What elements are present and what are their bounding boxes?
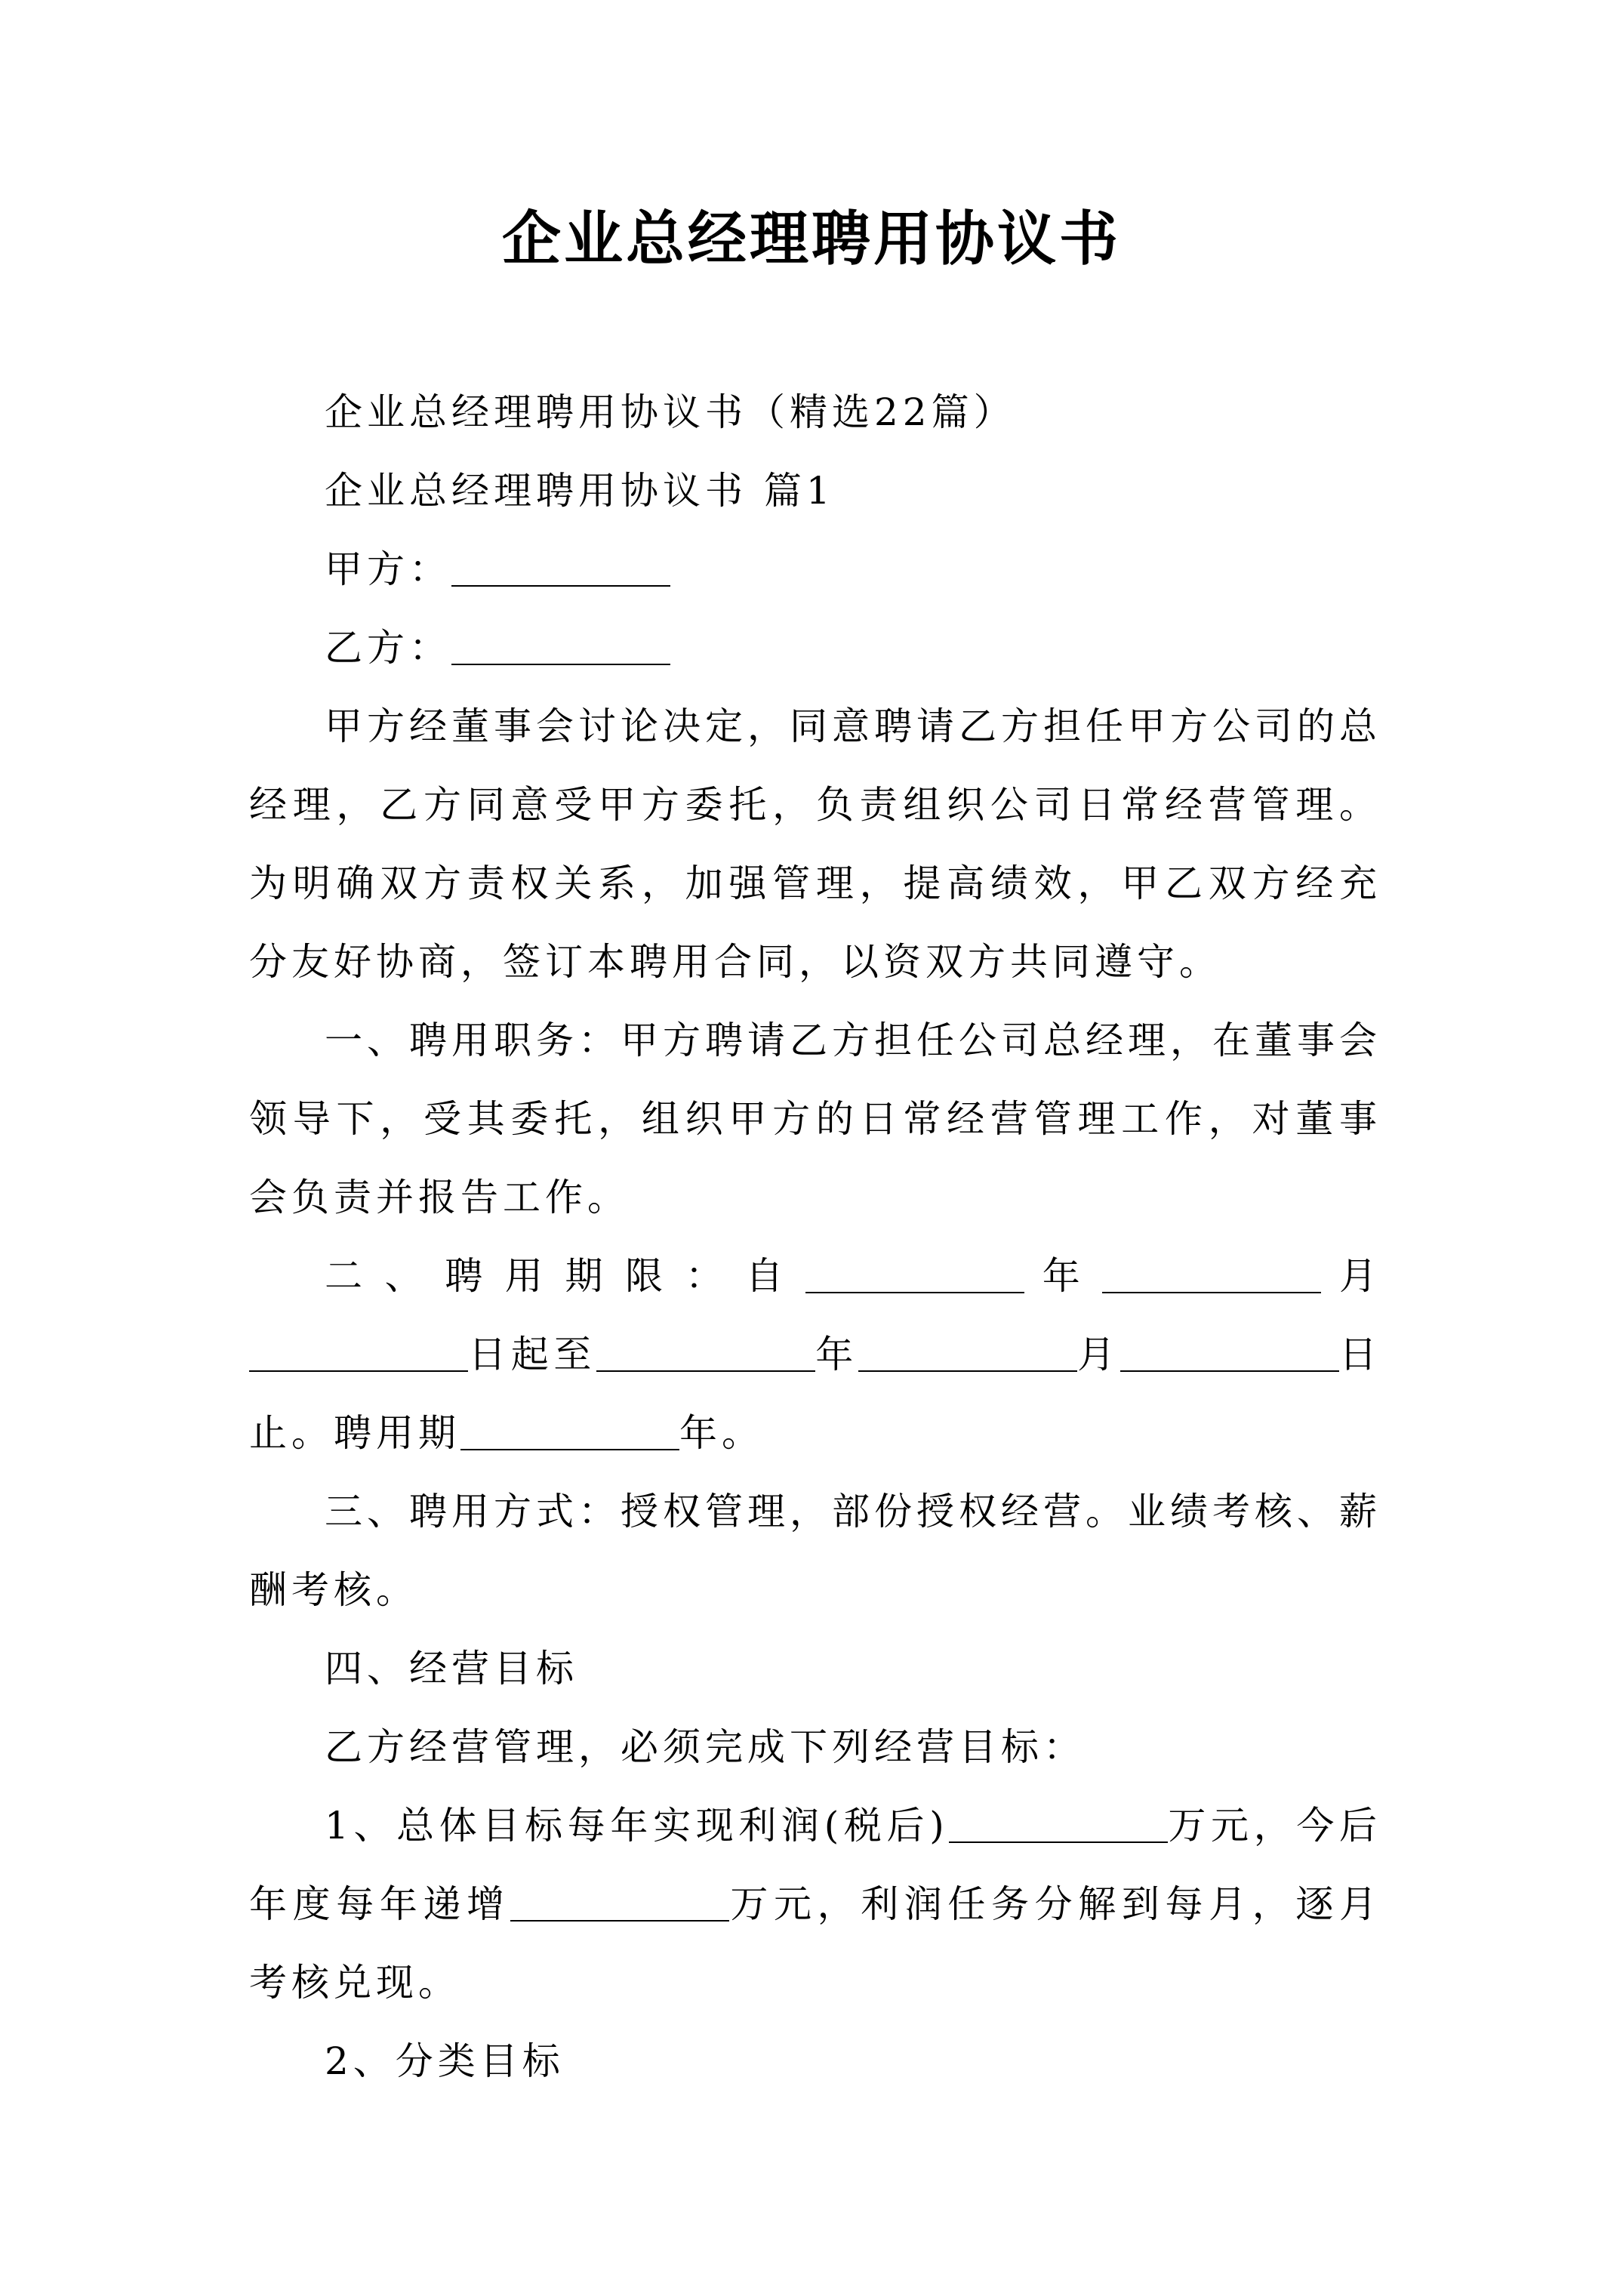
start-month-blank [1102, 1254, 1321, 1293]
clause-2-year2: 年 [815, 1333, 858, 1376]
clause-2-year1: 年 [1024, 1254, 1103, 1298]
end-month-blank [858, 1333, 1077, 1372]
clause-2-day-from: 日起至 [468, 1333, 596, 1376]
clause-2-month2: 月 [1076, 1333, 1120, 1376]
clause-2-prefix: 二、聘用期限：自 [325, 1254, 806, 1298]
clause-3: 三、聘用方式：授权管理，部份授权经营。业绩考核、薪酬考核。 [249, 1490, 1381, 1612]
start-day-blank [249, 1333, 468, 1372]
profit-blank [949, 1804, 1168, 1843]
clause-2-month1: 月 [1321, 1254, 1382, 1298]
party-a-blank [451, 547, 670, 587]
target-1 [249, 1786, 1381, 2022]
party-b-label: 乙方： [325, 626, 451, 670]
clause-4-heading: 四、经营目标 [325, 1647, 578, 1690]
section-heading: 企业总经理聘用协议书 篇1 [325, 469, 835, 513]
clause-1: 一、聘用职务：甲方聘请乙方担任公司总经理，在董事会领导下，受其委托，组织甲方的日常经营管理工作，对董事会负责并报告工作。 [249, 1019, 1381, 1219]
clause-2-years-end: 年。 [679, 1411, 764, 1455]
intro-paragraph: 甲方经董事会讨论决定，同意聘请乙方担任甲方公司的总经理，乙方同意受甲方委托，负责组织公司日常经营管理。为明确双方责权关系，加强管理，提高绩效，甲乙双方经充分友好协商，签订本聘用合同，以资双方共同遵守。 [249, 704, 1381, 984]
end-day-blank [1120, 1333, 1339, 1372]
target-1-suffix: 万元，利润任务分解到每月，逐月考核兑现。 [249, 1882, 1382, 2005]
clause-4-intro: 乙方经营管理，必须完成下列经营目标： [325, 1725, 1086, 1769]
target-1-prefix: 1、总体目标每年实现利润(税后) [325, 1804, 949, 1848]
party-a-label: 甲方： [325, 547, 451, 591]
party-b-line [249, 609, 1381, 687]
target-1-mid: 万元，今后年度每年递增 [249, 1804, 1382, 1926]
clause-2 [249, 1237, 1381, 1472]
document-body [249, 373, 1381, 2100]
clause-2-day-until: 日止。聘用期 [249, 1333, 1382, 1455]
party-b-blank [451, 626, 670, 665]
term-years-blank [460, 1411, 679, 1450]
document-title: 企业总经理聘用协议书 [501, 205, 1121, 273]
party-a-line [249, 530, 1381, 609]
end-year-blank [596, 1333, 815, 1372]
increment-blank [510, 1882, 729, 1922]
start-year-blank [805, 1254, 1024, 1293]
target-2: 2、分类目标 [325, 2039, 565, 2083]
subtitle: 企业总经理聘用协议书（精选22篇） [325, 390, 1016, 434]
